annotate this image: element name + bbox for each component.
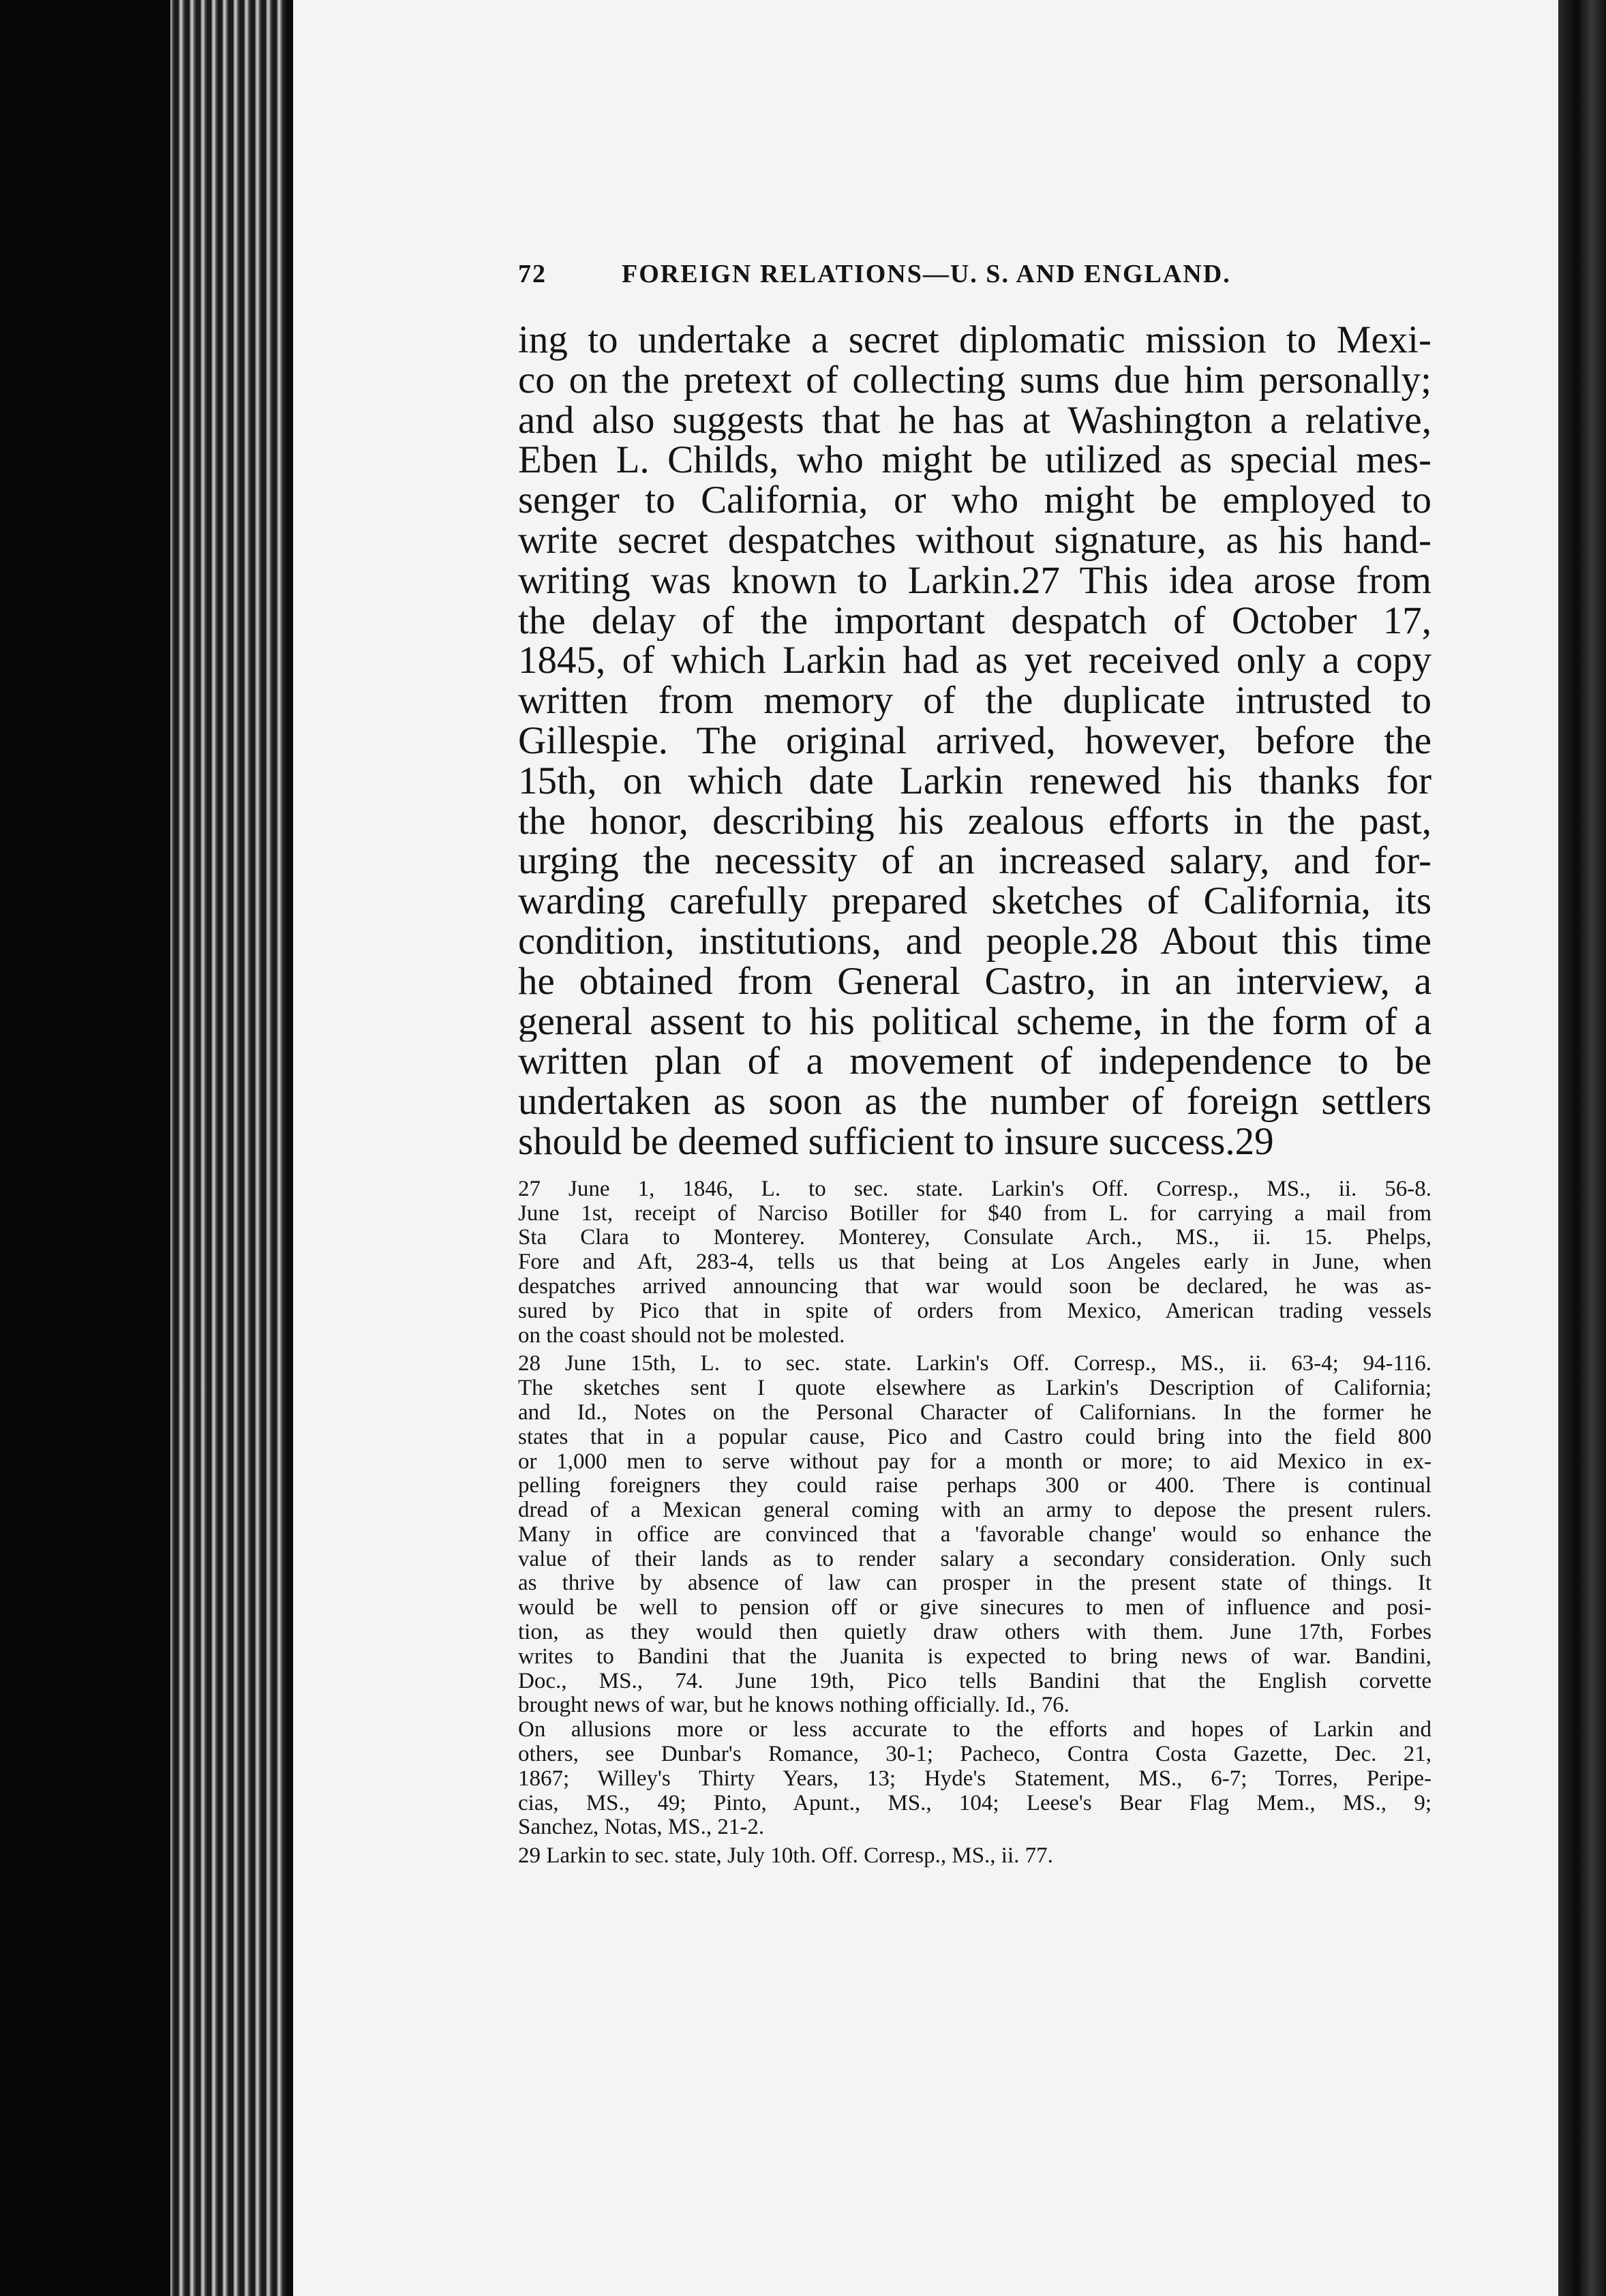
body-line: Gillespie. The original arrived, however, before the — [518, 721, 1431, 761]
footnote-line: 1867; Willey's Thirty Years, 13; Hyde's Statement, MS., 6-7; Torres, Peripe- — [518, 1766, 1431, 1791]
footnote-line: as thrive by absence of law can prosper in the present state of things. It — [518, 1571, 1431, 1596]
footnote-line: The sketches sent I quote elsewhere as Larkin's Description of California; — [518, 1376, 1431, 1401]
footnote-line: Many in office are convinced that a 'favorable change' would so enhance the — [518, 1522, 1431, 1547]
footnote-line: would be well to pension off or give sinecures to men of influence and posi- — [518, 1596, 1431, 1620]
footnote-line: Sta Clara to Monterey. Monterey, Consulate Arch., MS., ii. 15. Phelps, — [518, 1226, 1431, 1250]
footnote-line: value of their lands as to render salary a secondary consideration. Only such — [518, 1547, 1431, 1571]
footnote-line: and Id., Notes on the Personal Character of Californians. In the former he — [518, 1400, 1431, 1425]
footnotes — [518, 1177, 1431, 1869]
footnote — [518, 1844, 1431, 1869]
footnote-line: Fore and Aft, 283-4, tells us that being at Los Angeles early in June, when — [518, 1250, 1431, 1275]
footnote — [518, 1352, 1431, 1840]
body-line: 1845, of which Larkin had as yet received only a copy — [518, 641, 1431, 682]
page-text — [518, 320, 1431, 1869]
footnote-line: 29 Larkin to sec. state, July 10th. Off. Corresp., MS., ii. 77. — [518, 1844, 1053, 1869]
body-line: general assent to his political scheme, in the form of a — [518, 1001, 1431, 1042]
footnote-line: others, see Dunbar's Romance, 30-1; Pacheco, Contra Costa Gazette, Dec. 21, — [518, 1742, 1431, 1767]
body-line: written from memory of the duplicate intrusted to — [518, 681, 1431, 721]
footnote-line: dread of a Mexican general coming with an army to depose the present rulers. — [518, 1498, 1431, 1523]
footnote-line: Doc., MS., 74. June 19th, Pico tells Bandini that the English corvette — [518, 1669, 1431, 1693]
body-line: co on the pretext of collecting sums due him personally; — [518, 360, 1431, 401]
body-line: the delay of the important despatch of October 17, — [518, 601, 1431, 641]
footnote-line: states that in a popular cause, Pico and Castro could bring into the field 800 — [518, 1425, 1431, 1449]
footnote-line: brought news of war, but he knows nothing officially. Id., 76. — [518, 1693, 1070, 1718]
footnote-line: 27 June 1, 1846, L. to sec. state. Larkin's Off. Corresp., MS., ii. 56-8. — [518, 1177, 1431, 1201]
body-line: condition, institutions, and people.28 About this time — [518, 921, 1431, 962]
footnote-line: writes to Bandini that the Juanita is expected to bring news of war. Bandini, — [518, 1644, 1431, 1669]
footnote-line: tion, as they would then quietly draw others with them. June 17th, Forbes — [518, 1620, 1431, 1645]
footnote-line: 28 June 15th, L. to sec. state. Larkin's Off. Corresp., MS., ii. 63-4; 94-116. — [518, 1352, 1431, 1376]
body-line: writing was known to Larkin.27 This idea arose from — [518, 560, 1431, 601]
footnote-line: Sanchez, Notas, MS., 21-2. — [518, 1815, 765, 1840]
footnote-line: sured by Pico that in spite of orders from Mexico, American trading vessels — [518, 1299, 1431, 1323]
body-paragraph — [518, 320, 1431, 1162]
footnote-line: cias, MS., 49; Pinto, Apunt., MS., 104; Leese's Bear Flag Mem., MS., 9; — [518, 1791, 1431, 1815]
body-line: should be deemed sufficient to insure success.29 — [518, 1121, 1274, 1162]
footnote — [518, 1177, 1431, 1348]
body-line: senger to California, or who might be employed to — [518, 481, 1431, 521]
page-header — [518, 259, 1322, 289]
footnote-line: On allusions more or less accurate to the efforts and hopes of Larkin and — [518, 1718, 1431, 1742]
footnote-line: or 1,000 men to serve without pay for a month or more; to aid Mexico in ex- — [518, 1449, 1431, 1474]
body-line: written plan of a movement of independence to be — [518, 1042, 1431, 1083]
body-line: urging the necessity of an increased salary, and for- — [518, 841, 1431, 882]
footnote-line: despatches arrived announcing that war would soon be declared, he was as- — [518, 1274, 1431, 1299]
body-line: and also suggests that he has at Washington a relative, — [518, 400, 1431, 441]
book-binding-right — [1558, 0, 1606, 2296]
body-line: the honor, describing his zealous efforts in the past, — [518, 801, 1431, 842]
footnote-line: pelling foreigners they could raise perhaps 300 or 400. There is continual — [518, 1474, 1431, 1498]
body-line: 15th, on which date Larkin renewed his thanks for — [518, 761, 1431, 802]
body-line: ing to undertake a secret diplomatic mission to Mexi- — [518, 320, 1431, 361]
body-line: undertaken as soon as the number of foreign settlers — [518, 1082, 1431, 1122]
scan-background-left — [0, 0, 170, 2296]
footnote-line: on the coast should not be molested. — [518, 1323, 845, 1348]
body-line: he obtained from General Castro, in an interview, a — [518, 961, 1431, 1002]
running-title: FOREIGN RELATIONS—U. S. AND ENGLAND. — [622, 260, 1231, 288]
page-number: 72 — [518, 260, 547, 288]
body-line: Eben L. Childs, who might be utilized as special mes- — [518, 440, 1431, 481]
footnote-line: June 1st, receipt of Narciso Botiller for $40 from L. for carrying a mail from — [518, 1201, 1431, 1226]
body-line: write secret despatches without signature, as his hand- — [518, 520, 1431, 561]
body-line: warding carefully prepared sketches of California, its — [518, 881, 1431, 922]
